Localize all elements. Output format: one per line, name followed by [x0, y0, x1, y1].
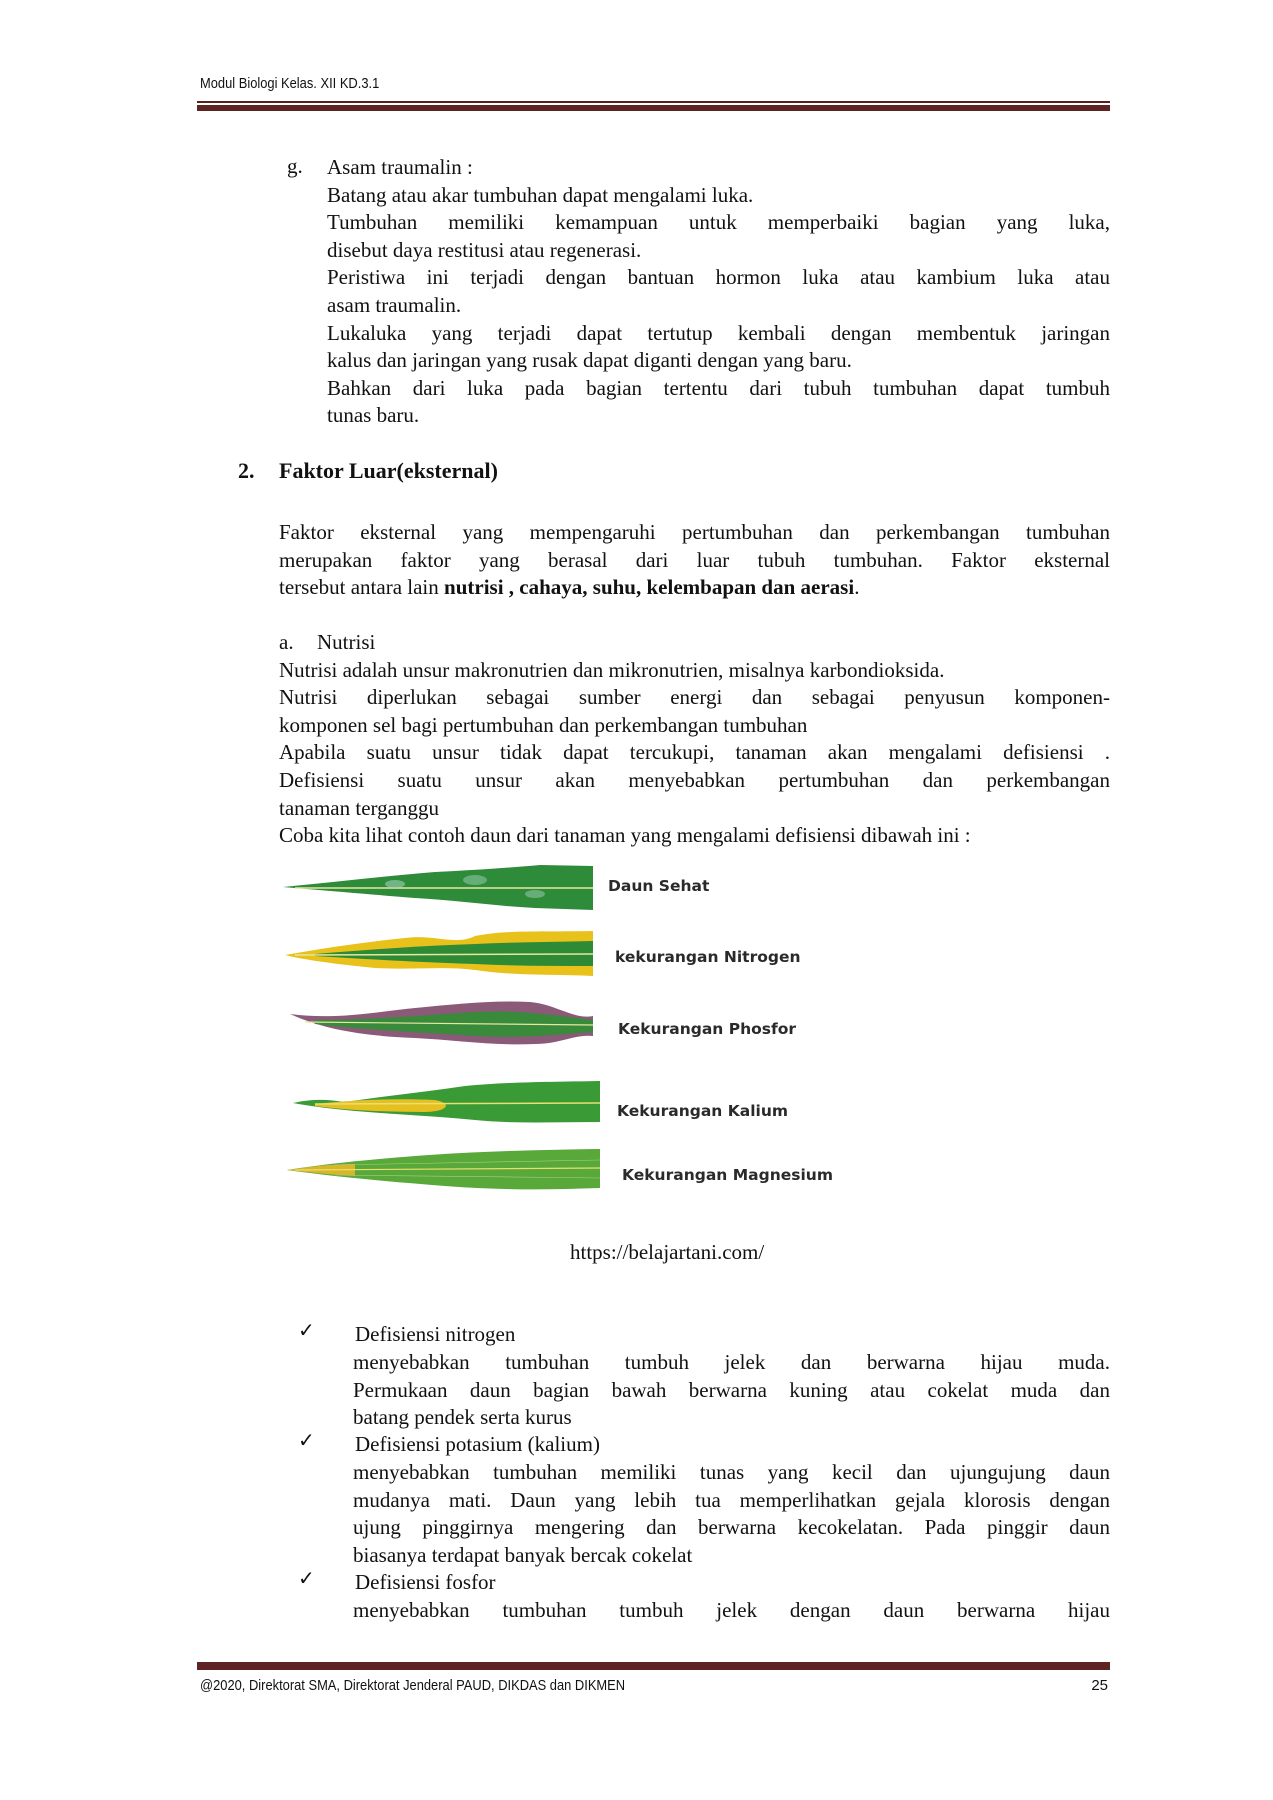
paragraph-line: Defisiensi suatu unsur akan menyebabkan pertumbuhan dan perkembangan — [279, 767, 1110, 792]
leaf-label: kekurangan Nitrogen — [615, 948, 801, 966]
deficiency-nitrogen — [355, 1321, 1110, 1349]
leaf-healthy — [275, 860, 895, 920]
section-title: Faktor Luar(eksternal) — [279, 458, 498, 483]
text-run: tersebut antara lain — [279, 575, 445, 600]
paragraph-line: kalus dan jaringan yang rusak dapat diganti dengan yang baru. — [327, 348, 852, 373]
leaf-magnesium-deficient — [275, 1148, 895, 1208]
deficiency-title: Defisiensi fosfor — [355, 1570, 496, 1594]
paragraph-line — [279, 574, 1110, 602]
deficiency-potassium-body — [353, 1459, 1110, 1569]
page-number: 25 — [1091, 1677, 1108, 1694]
paragraph-line: batang pendek serta kurus — [353, 1405, 572, 1430]
leaf-potassium-deficient — [275, 1078, 895, 1138]
leaf-label: Kekurangan Kalium — [617, 1102, 788, 1120]
checkmark-icon: ✓ — [298, 1566, 315, 1590]
paragraph-line: asam traumalin. — [327, 292, 462, 317]
deficiency-title: Defisiensi potasium (kalium) — [355, 1432, 600, 1456]
paragraph-line: merupakan faktor yang berasal dari luar tubuh tumbuhan. Faktor eksternal — [279, 547, 1110, 572]
leaf-phosphorus-deficient — [275, 998, 895, 1058]
section-heading — [238, 458, 498, 484]
nutrisi-block — [279, 629, 1110, 850]
deficiency-phosphorus — [355, 1569, 1110, 1597]
paragraph-line: menyebabkan tumbuhan tumbuh jelek dan berwarna hijau muda. — [353, 1350, 1110, 1374]
paragraph-line: komponen sel bagi pertumbuhan dan perkembangan tumbuhan — [279, 712, 808, 737]
deficiency-potassium — [355, 1431, 1110, 1459]
paragraph-line: menyebabkan tumbuhan tumbuh jelek dengan daun berwarna hijau — [353, 1598, 1110, 1622]
text-run: . — [854, 575, 860, 600]
leaf-potassium-illustration — [275, 1078, 605, 1138]
image-source-credit: https://belajartani.com/ — [570, 1240, 765, 1264]
paragraph-line: Batang atau akar tumbuhan dapat mengalami luka. — [327, 182, 754, 207]
header-rule-thick — [197, 105, 1110, 111]
subsection-title — [279, 629, 1110, 657]
paragraph-line: tanaman terganggu — [279, 795, 439, 820]
external-factors-intro — [279, 519, 1110, 602]
paragraph-line: ujung pinggirnya mengering dan berwarna kecokelatan. Pada pinggir daun — [353, 1515, 1110, 1540]
header-rule-thin — [197, 101, 1110, 103]
paragraph-line: Apabila suatu unsur tidak dapat tercukupi, tanaman akan mengalami defisiensi . — [279, 740, 1110, 765]
paragraph-line: disebut daya restitusi atau regenerasi. — [327, 237, 642, 262]
paragraph-line: Peristiwa ini terjadi dengan bantuan hormon luka atau kambium luka atau — [327, 265, 1110, 290]
paragraph-line: menyebabkan tumbuhan memiliki tunas yang kecil dan ujungujung daun — [353, 1460, 1110, 1484]
key-factors-bold: nutrisi , cahaya, suhu, kelembapan dan aerasi — [444, 575, 855, 600]
section-g-title: Asam traumalin : — [327, 155, 473, 179]
paragraph-line: Nutrisi diperlukan sebagai sumber energi dan sebagai penyusun komponen- — [279, 685, 1110, 710]
list-marker-a: a. — [279, 630, 294, 654]
leaf-deficiency-figure — [275, 860, 895, 1210]
deficiency-title: Defisiensi nitrogen — [355, 1322, 516, 1346]
paragraph-line: tunas baru. — [327, 403, 420, 428]
deficiency-nitrogen-body — [353, 1349, 1110, 1432]
paragraph-line: mudanya mati. Daun yang lebih tua memperlihatkan gejala klorosis dengan — [353, 1487, 1110, 1512]
leaf-phosphorus-illustration — [275, 998, 595, 1058]
checkmark-icon: ✓ — [298, 1428, 315, 1452]
paragraph-line: Tumbuhan memiliki kemampuan untuk memperbaiki bagian yang luka, — [327, 210, 1110, 235]
paragraph-line: Lukaluka yang terjadi dapat tertutup kembali dengan membentuk jaringan — [327, 320, 1110, 345]
nutrisi-title: Nutrisi — [317, 630, 376, 654]
leaf-nitrogen-deficient — [275, 926, 895, 986]
list-marker-g: g. — [287, 154, 303, 178]
section-g-block — [327, 154, 1110, 430]
footer-rule — [197, 1662, 1110, 1670]
footer-copyright: @2020, Direktorat SMA, Direktorat Jenderal PAUD, DIKDAS dan DIKMEN — [200, 1677, 626, 1694]
paragraph-line: Nutrisi adalah unsur makronutrien dan mikronutrien, misalnya karbondioksida. — [279, 657, 945, 682]
leaf-magnesium-illustration — [275, 1148, 605, 1208]
paragraph-line: Faktor eksternal yang mempengaruhi pertumbuhan dan perkembangan tumbuhan — [279, 520, 1110, 544]
leaf-label: Kekurangan Magnesium — [622, 1166, 833, 1184]
leaf-healthy-illustration — [275, 860, 595, 920]
checkmark-icon: ✓ — [298, 1318, 315, 1342]
paragraph-line: Bahkan dari luka pada bagian tertentu dari tubuh tumbuhan dapat tumbuh — [327, 375, 1110, 400]
paragraph-line: biasanya terdapat banyak bercak cokelat — [353, 1542, 693, 1567]
running-header-title: Modul Biologi Kelas. XII KD.3.1 — [200, 75, 380, 92]
leaf-nitrogen-illustration — [275, 926, 595, 986]
deficiency-phosphorus-body — [353, 1597, 1110, 1625]
paragraph-line: Coba kita lihat contoh daun dari tanaman yang mengalami defisiensi dibawah ini : — [279, 823, 971, 848]
paragraph-line: Permukaan daun bagian bawah berwarna kuning atau cokelat muda dan — [353, 1377, 1110, 1402]
section-number: 2. — [238, 458, 255, 483]
leaf-label: Kekurangan Phosfor — [618, 1020, 797, 1038]
leaf-label: Daun Sehat — [608, 877, 710, 895]
